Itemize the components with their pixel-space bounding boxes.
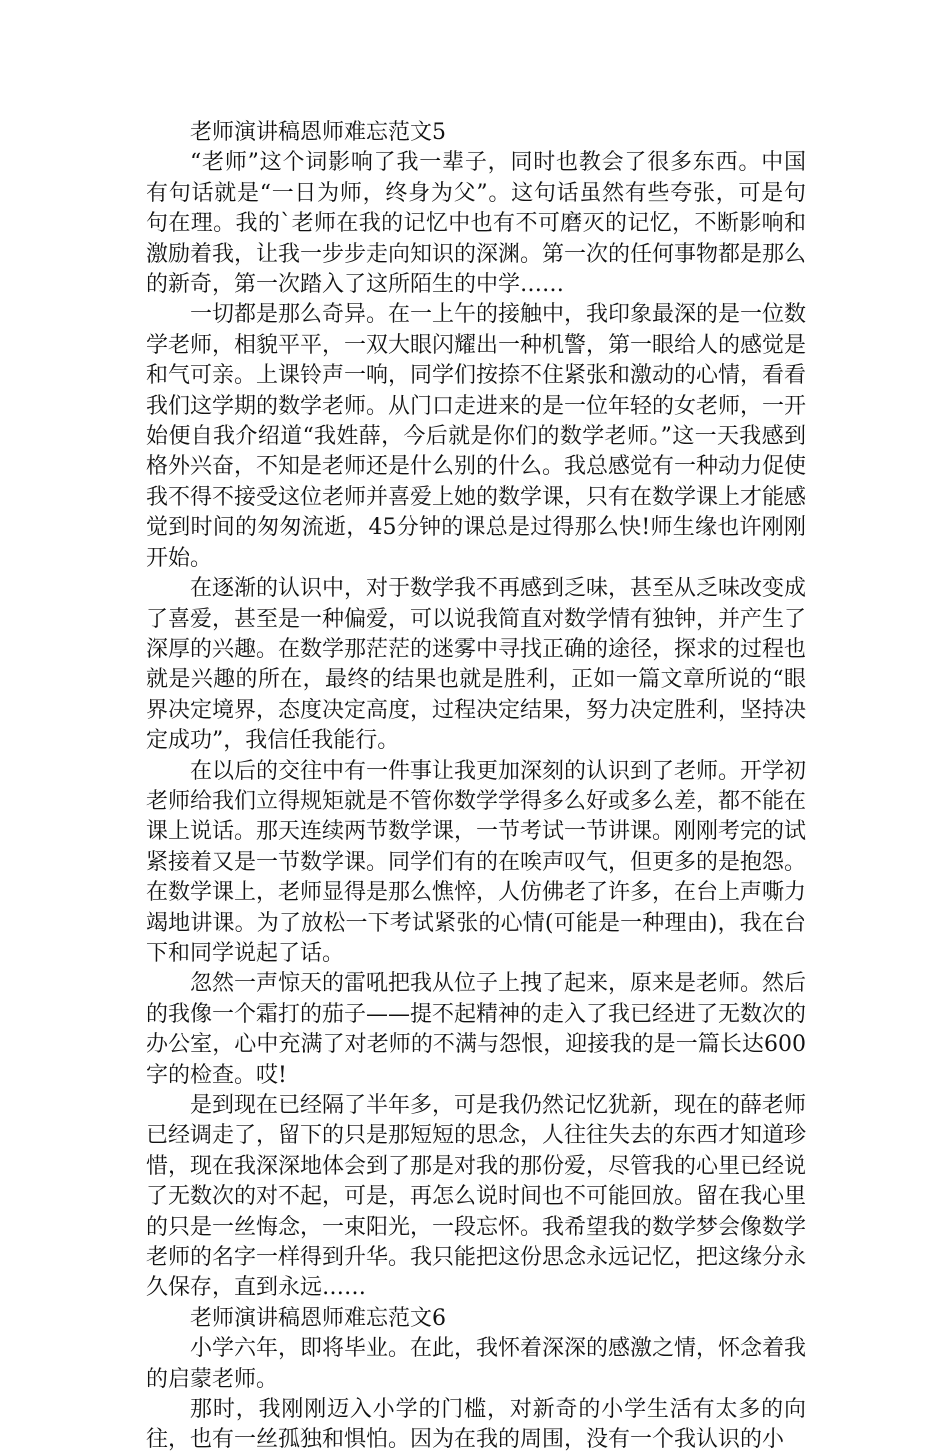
paragraph: “老师”这个词影响了我一辈子，同时也教会了很多东西。中国有句话就是“一日为师，终身为父”。这句话虽然有些夸张，可是句句在理。我的`老师在我的记忆中也有不可磨灭的记忆，不断影响和激励着我，让我一步步走向知识的深渊。第一次的任何事物都是那么的新奇，第一次踏入了这所陌生的中学…… (146, 150, 807, 298)
section-heading: 老师演讲稿恩师难忘范文5 (190, 120, 446, 145)
document-body (146, 118, 806, 1456)
paragraph: 那时，我刚刚迈入小学的门槛，对新奇的小学生活有太多的向往，也有一丝孤独和惧怕。因为在我的周围，没有一个我认识的小 (146, 1397, 806, 1453)
paragraph: 在逐渐的认识中，对于数学我不再感到乏味，甚至从乏味改变成了喜爱，甚至是一种偏爱，可以说我简直对数学情有独钟，并产生了深厚的兴趣。在数学那茫茫的迷雾中寻找正确的途径，探求的过程也就是兴趣的所在，最终的结果也就是胜利，正如一篇文章所说的“眼界决定境界，态度决定高度，过程决定结果，努力决定胜利，坚持决定成功”，我信任我能行。 (146, 576, 807, 754)
paragraph: 在以后的交往中有一件事让我更加深刻的认识到了老师。开学初老师给我们立得规矩就是不管你数学学得多么好或多么差，都不能在课上说话。那天连续两节数学课，一节考试一节讲课。刚刚考完的试紧接着又是一节数学课。同学们有的在唉声叹气，但更多的是抱怨。在数学课上，老师显得是那么憔悴，人仿佛老了许多，在台上声嘶力竭地讲课。为了放松一下考试紧张的心情(可能是一种理由)，我在台下和同学说起了话。 (146, 758, 807, 966)
section-heading: 老师演讲稿恩师难忘范文6 (190, 1305, 446, 1331)
paragraph: 小学六年，即将毕业。在此，我怀着深深的感激之情，怀念着我的启蒙老师。 (146, 1336, 807, 1392)
paragraph: 是到现在已经隔了半年多，可是我仍然记忆犹新，现在的薛老师已经调走了，留下的只是那短短的思念，人往往失去的东西才知道珍惜，现在我深深地体会到了那是对我的那份爱，尽管我的心里已经说了无数次的对不起，可是，再怎么说时间也不可能回放。留在我心里的只是一丝悔念，一束阳光，一段忘怀。我希望我的数学梦会像数学老师的名字一样得到升华。我只能把这份思念永远记忆，把这缘分永久保存，直到永远…… (146, 1093, 807, 1301)
paragraph: 忽然一声惊天的雷吼把我从位子上拽了起来，原来是老师。然后的我像一个霜打的茄子——提不起精神的走入了我已经进了无数次的办公室，心中充满了对老师的不满与怨恨，迎接我的是一篇长达600字的检查。哎! (146, 971, 807, 1088)
paragraph: 一切都是那么奇异。在一上午的接触中，我印象最深的是一位数学老师，相貌平平，一双大眼闪耀出一种机警，第一眼给人的感觉是和气可亲。上课铃声一响，同学们按捺不住紧张和激动的心情，看看我们这学期的数学老师。从门口走进来的是一位年轻的女老师，一开始便自我介绍道“我姓薛，今后就是你们的数学老师。”这一天我感到格外兴奋，不知是老师还是什么别的什么。我总感觉有一种动力促使我不得不接受这位老师并喜爱上她的数学课，只有在数学课上才能感觉到时间的匆匆流逝，45分钟的课总是过得那么快!师生缘也许刚刚开始。 (146, 302, 807, 571)
